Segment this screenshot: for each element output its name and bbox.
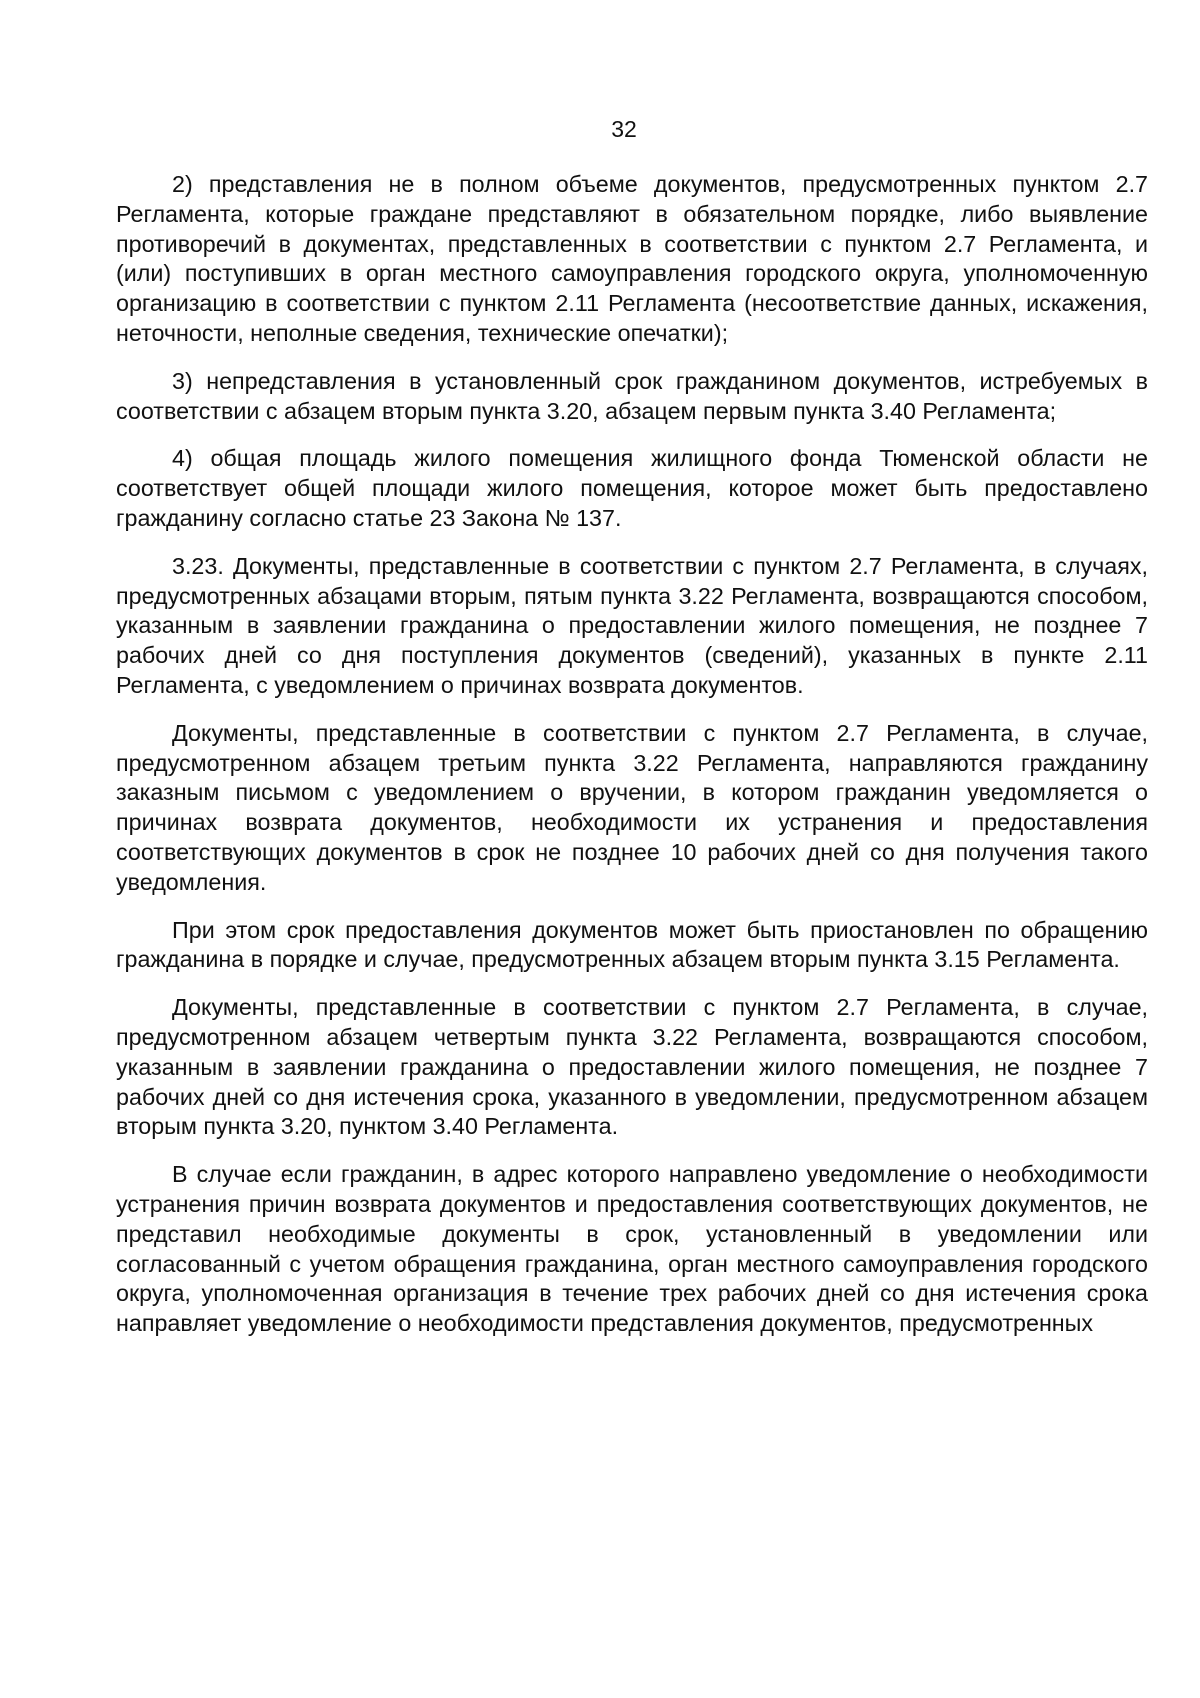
- paragraph-documents-return-fourth: Документы, представленные в соответствии с пунктом 2.7 Регламента, в случае, предусмотренном абзацем четвертым пункта 3.22 Регламента, возвращаются способом, указанным в заявлении гражданина о предоставлении жилого помещения, не позднее 7 рабочих дней со дня истечения срока, указанного в уведомлении, предусмотренном абзацем вторым пункта 3.20, пунктом 3.40 Регламента.: [116, 994, 1148, 1140]
- paragraph-item-2: 2) представления не в полном объеме документов, предусмотренных пунктом 2.7 Регламента, которые граждане представляют в обязательном порядке, либо выявление противоречий в документах, представленных в соответствии с пунктом 2.7 Регламента, и (или) поступивших в орган местного самоуправления городского округа, уполномоченную организацию в соответствии с пунктом 2.11 Регламента (несоответствие данных, искажения, неточности, неполные сведения, технические опечатки);: [116, 171, 1148, 346]
- paragraph-item-3: 3) непредставления в установленный срок гражданином документов, истребуемых в соответствии с абзацем вторым пункта 3.20, абзацем первым пункта 3.40 Регламента;: [116, 367, 1148, 424]
- paragraph-documents-return-mail: Документы, представленные в соответствии с пунктом 2.7 Регламента, в случае, предусмотренном абзацем третьим пункта 3.22 Регламента, направляются гражданину заказным письмом с уведомлением о вручении, в котором гражданин уведомляется о причинах возврата документов, необходимости их устранения и предоставления соответствующих документов в срок не позднее 10 рабочих дней со дня получения такого уведомления.: [116, 719, 1148, 895]
- paragraph-failure-to-submit: В случае если гражданин, в адрес которого направлено уведомление о необходимости устранения причин возврата документов и предоставления соответствующих документов, не представил необходимые документы в срок, установленный в уведомлении или согласованный с учетом обращения гражданина, орган местного самоуправления городского округа, уполномоченная организация в течение трех рабочих дней со дня истечения срока направляет уведомление о необходимости представления документов, предусмотренных: [116, 1161, 1148, 1337]
- paragraph-suspension: При этом срок предоставления документов может быть приостановлен по обращению гражданина в порядке и случае, предусмотренных абзацем вторым пункта 3.15 Регламента.: [116, 916, 1148, 973]
- document-body: [116, 170, 1148, 1357]
- paragraph-3-23: 3.23. Документы, представленные в соответствии с пунктом 2.7 Регламента, в случаях, предусмотренных абзацами вторым, пятым пункта 3.22 Регламента, возвращаются способом, указанным в заявлении гражданина о предоставлении жилого помещения, не позднее 7 рабочих дней со дня поступления документов (сведений), указанных в пункте 2.11 Регламента, с уведомлением о причинах возврата документов.: [116, 552, 1148, 698]
- paragraph-item-4: 4) общая площадь жилого помещения жилищного фонда Тюменской области не соответствует общей площади жилого помещения, которое может быть предоставлено гражданину согласно статье 23 Закона № 137.: [116, 445, 1148, 531]
- page-number: 32: [611, 116, 637, 142]
